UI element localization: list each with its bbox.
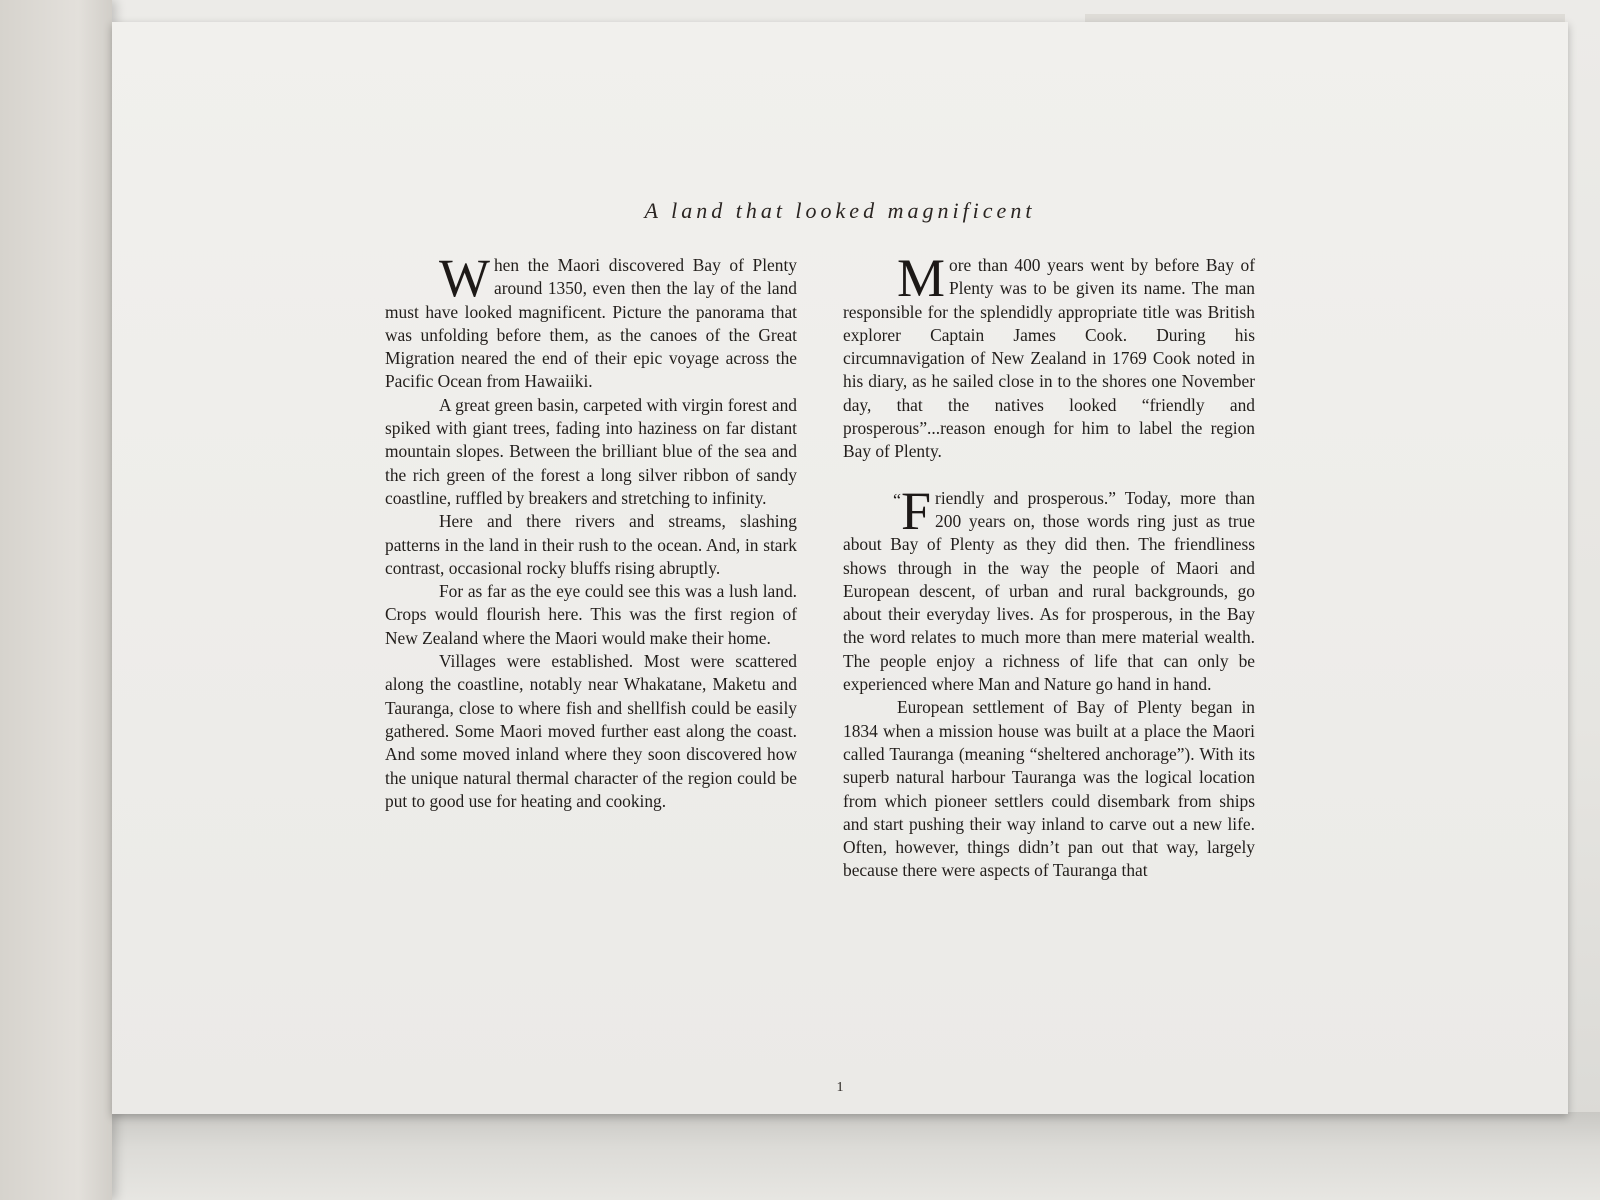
paragraph-text: riendly and prosperous.” Today, more than 200 years on, those words ring just as true about Bay of Plenty as they did then. The friendliness shows through in the way the people of Maori and European descent, of urban and rural backgrounds, go about their everyday lives. As for prosperous, in the Bay the word relates to much more than mere material wealth. The people enjoy a richness of life that can only be experienced where Man and Nature go hand in hand. bbox=[843, 487, 1255, 695]
page-title: A land that looked magnificent bbox=[644, 198, 1036, 223]
page-number: 1 bbox=[836, 1080, 844, 1095]
paragraph bbox=[385, 248, 797, 394]
paragraph bbox=[843, 248, 1255, 464]
paragraph: Villages were established. Most were scattered along the coastline, notably near Whakatane, Maketu and Tauranga, close to where fish and shellfish could be easily gathered. Some Maori moved further east along the coast. And some moved inland where they soon discovered how the unique natural thermal character of the region could be put to good use for heating and cooking. bbox=[385, 651, 797, 811]
left-page-edge bbox=[0, 0, 112, 1200]
paragraph: For as far as the eye could see this was a lush land. Crops would flourish here. This was the first region of New Zealand where the Maori would make their home. bbox=[385, 581, 797, 648]
paragraph-text: ore than 400 years went by before Bay of Plenty was to be given its name. The man responsible for the splendidly appropriate title was British explorer Captain James Cook. During his circumnavigation of New Zealand in 1769 Cook noted in his diary, as he sailed close in to the shores one November day, that the natives looked “friendly and prosperous”...reason enough for him to label the region Bay of Plenty. bbox=[843, 255, 1255, 462]
paragraph: Here and there rivers and streams, slashing patterns in the land in their rush to the ocean. And, in stark contrast, occasional rocky bluffs rising abruptly. bbox=[385, 511, 797, 578]
drop-cap bbox=[843, 480, 935, 541]
drop-cap-letter: F bbox=[901, 480, 932, 541]
drop-cap: W bbox=[439, 248, 490, 308]
open-quote: “ bbox=[893, 489, 901, 510]
drop-cap: M bbox=[897, 248, 946, 308]
paragraph bbox=[843, 480, 1255, 697]
paragraph: European settlement of Bay of Plenty began in 1834 when a mission house was built at a place the Maori called Tauranga (meaning “sheltered anchorage”). With its superb natural harbour Tauranga was the logical location from which pioneer settlers could disembark from ships and start pushing their way inland to carve out a new life. Often, however, things didn’t pan out that way, largely because there were aspects of Tauranga that bbox=[843, 697, 1255, 881]
table-shadow bbox=[110, 1112, 1600, 1200]
paragraph-text: hen the Maori discovered Bay of Plenty around 1350, even then the lay of the land must have looked magnificent. Picture the panorama that was unfolding before them, as the canoes of the Great Migration neared the end of their epic voyage across the Pacific Ocean from Hawaiiki. bbox=[385, 255, 797, 392]
right-column bbox=[843, 248, 1255, 883]
paragraph: A great green basin, carpeted with virgin forest and spiked with giant trees, fading into haziness on far distant mountain slopes. Between the brilliant blue of the sea and the rich green of the forest a long silver ribbon of sandy coastline, ruffled by breakers and stretching to infinity. bbox=[385, 394, 797, 508]
page-edge-strip bbox=[1085, 14, 1565, 22]
book-page bbox=[112, 22, 1568, 1114]
left-column bbox=[385, 248, 797, 813]
